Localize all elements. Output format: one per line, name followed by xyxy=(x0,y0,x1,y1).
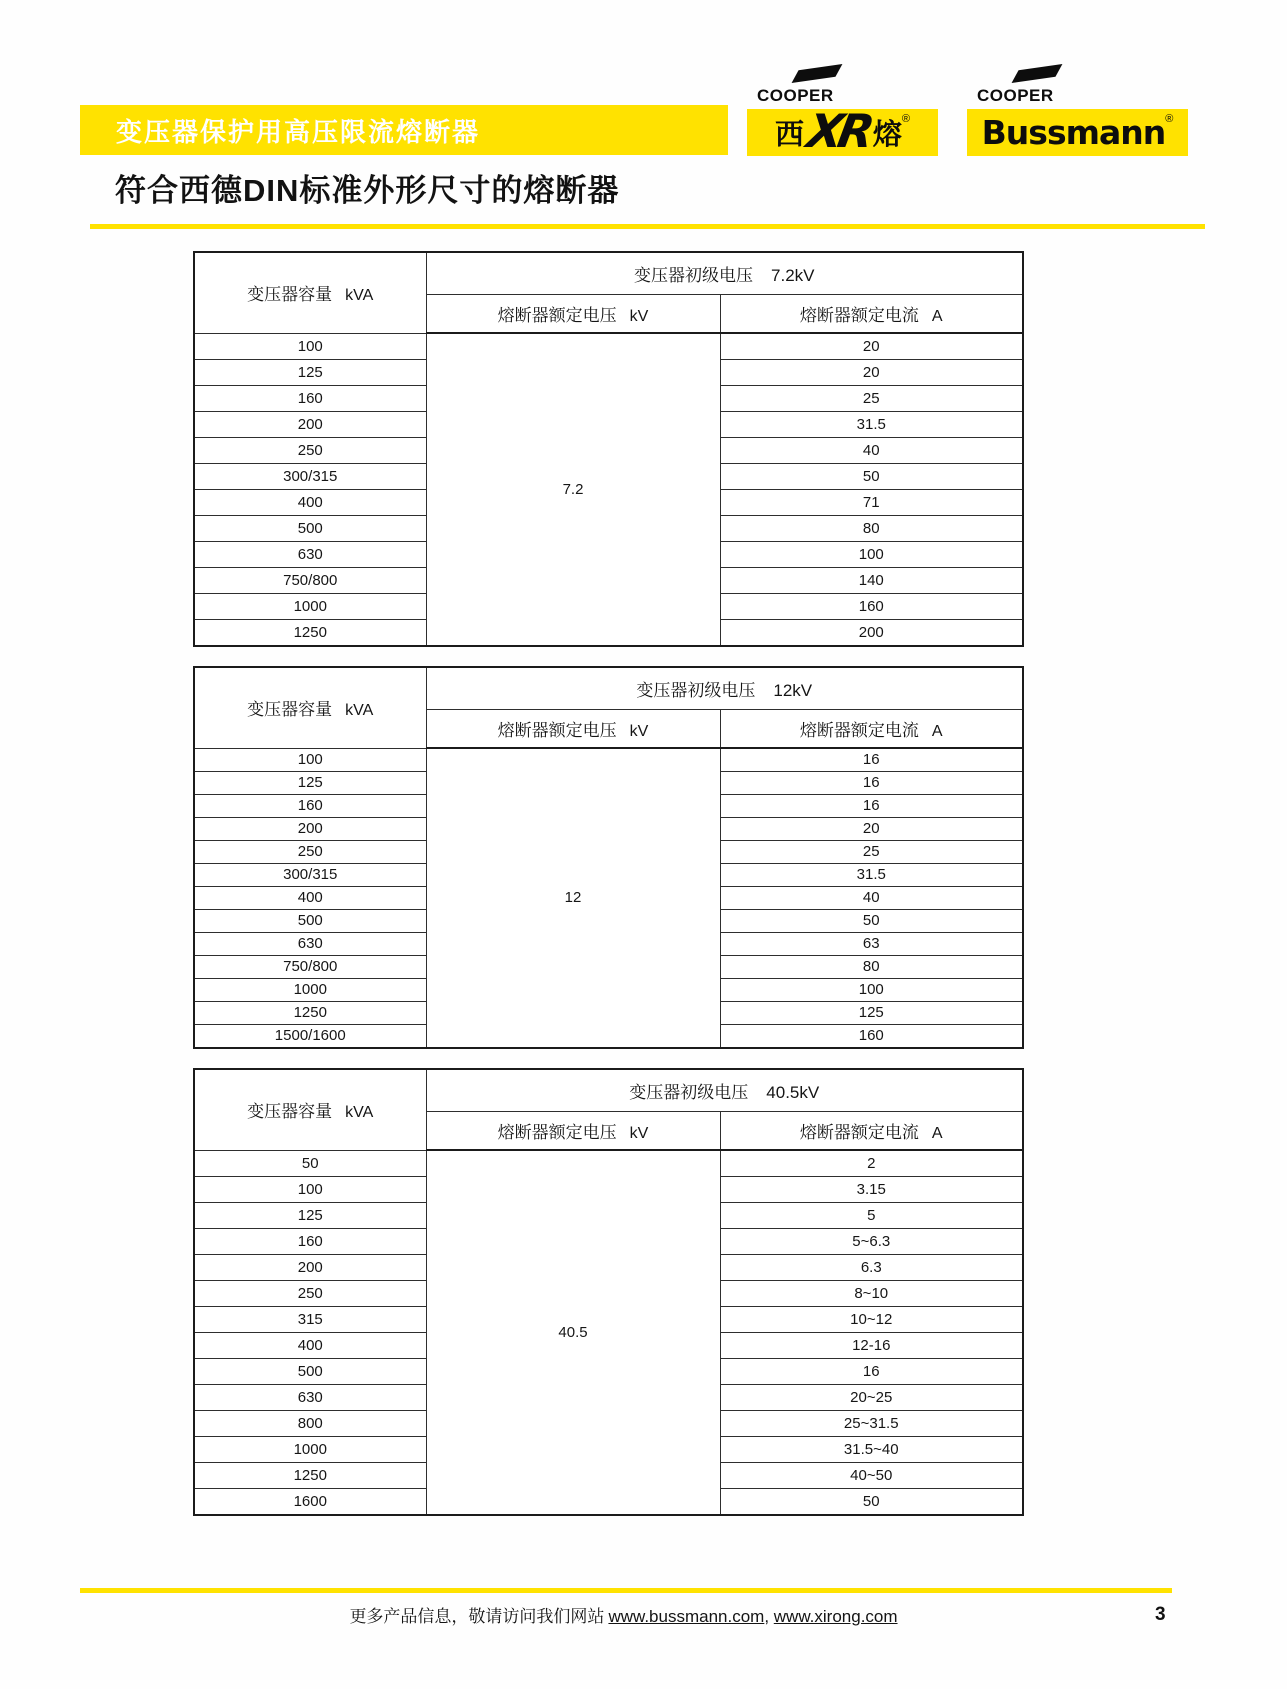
capacity-cell: 160 xyxy=(194,386,426,412)
section-header-bar xyxy=(80,105,728,155)
capacity-cell: 300/315 xyxy=(194,864,426,887)
current-cell: 3.15 xyxy=(720,1177,1023,1203)
current-cell: 40~50 xyxy=(720,1463,1023,1489)
current-cell: 2 xyxy=(720,1150,1023,1177)
current-cell: 100 xyxy=(720,542,1023,568)
capacity-cell: 630 xyxy=(194,542,426,568)
xirong-logo-box xyxy=(747,103,938,158)
current-column-header-cell xyxy=(720,1111,1023,1150)
current-cell: 16 xyxy=(720,772,1023,795)
primary-voltage-header-cell xyxy=(426,667,1023,709)
current-cell: 50 xyxy=(720,910,1023,933)
capacity-cell: 200 xyxy=(194,412,426,438)
current-cell: 20 xyxy=(720,818,1023,841)
section-title: 变压器保护用高压限流熔断器 xyxy=(116,116,481,147)
current-column-unit: A xyxy=(931,307,943,325)
capacity-cell: 1000 xyxy=(194,1437,426,1463)
footer-divider xyxy=(80,1588,1172,1593)
current-cell: 63 xyxy=(720,933,1023,956)
capacity-cell: 100 xyxy=(194,1177,426,1203)
current-cell: 16 xyxy=(720,795,1023,818)
current-cell: 16 xyxy=(720,1359,1023,1385)
capacity-cell: 750/800 xyxy=(194,568,426,594)
capacity-cell: 750/800 xyxy=(194,956,426,979)
xirong-xr-mark: XR xyxy=(803,103,874,158)
capacity-cell: 125 xyxy=(194,772,426,795)
capacity-cell: 500 xyxy=(194,910,426,933)
rated-voltage-cell: 40.5 xyxy=(426,1150,720,1515)
current-cell: 71 xyxy=(720,490,1023,516)
current-cell: 200 xyxy=(720,620,1023,647)
capacity-cell: 160 xyxy=(194,1229,426,1255)
current-column-header-cell xyxy=(720,709,1023,748)
page-title: 符合西德DIN标准外形尺寸的熔断器 xyxy=(115,173,620,208)
current-cell: 10~12 xyxy=(720,1307,1023,1333)
primary-voltage-header-cell xyxy=(426,1069,1023,1111)
current-cell: 5~6.3 xyxy=(720,1229,1023,1255)
capacity-cell: 400 xyxy=(194,1333,426,1359)
capacity-cell: 800 xyxy=(194,1411,426,1437)
current-cell: 25~31.5 xyxy=(720,1411,1023,1437)
capacity-cell: 160 xyxy=(194,795,426,818)
current-cell: 80 xyxy=(720,516,1023,542)
cooper-text: COOPER xyxy=(977,86,1054,105)
current-cell: 25 xyxy=(720,841,1023,864)
capacity-cell: 250 xyxy=(194,438,426,464)
bussmann-logo-box xyxy=(967,109,1188,156)
capacity-cell: 315 xyxy=(194,1307,426,1333)
current-cell: 8~10 xyxy=(720,1281,1023,1307)
voltage-column-unit: kV xyxy=(629,722,649,740)
current-column-label: 熔断器额定电流 xyxy=(799,720,919,741)
current-cell: 100 xyxy=(720,979,1023,1002)
capacity-unit: kVA xyxy=(345,702,374,720)
capacity-cell: 250 xyxy=(194,1281,426,1307)
capacity-header-cell xyxy=(194,1069,426,1150)
footer-text xyxy=(0,1602,1287,1627)
bussmann-link[interactable]: www.bussmann.com xyxy=(608,1607,765,1626)
capacity-cell: 1600 xyxy=(194,1489,426,1516)
primary-voltage-value: 12kV xyxy=(773,680,813,700)
fuse-table-7.2kV xyxy=(193,251,1024,647)
capacity-cell: 250 xyxy=(194,841,426,864)
cooper-flag-icon xyxy=(1012,64,1063,83)
header-row-primary xyxy=(194,1069,1023,1111)
current-cell: 40 xyxy=(720,887,1023,910)
current-cell: 80 xyxy=(720,956,1023,979)
current-column-label: 熔断器额定电流 xyxy=(799,1122,919,1143)
current-cell: 125 xyxy=(720,1002,1023,1025)
capacity-cell: 200 xyxy=(194,1255,426,1281)
table-row xyxy=(194,333,1023,360)
capacity-cell: 400 xyxy=(194,490,426,516)
capacity-cell: 200 xyxy=(194,818,426,841)
current-cell: 6.3 xyxy=(720,1255,1023,1281)
header-row-primary xyxy=(194,252,1023,294)
registered-mark-icon: ® xyxy=(901,113,911,125)
current-cell: 31.5~40 xyxy=(720,1437,1023,1463)
cooper-bussmann-logo xyxy=(967,60,1188,156)
capacity-header-cell xyxy=(194,252,426,333)
capacity-cell: 1250 xyxy=(194,620,426,647)
xirong-char-rong: 熔 xyxy=(872,119,902,151)
current-column-unit: A xyxy=(931,722,943,740)
title-divider xyxy=(90,224,1205,229)
fuse-table-12kV xyxy=(193,666,1024,1049)
header-row-primary xyxy=(194,667,1023,709)
xirong-link[interactable]: www.xirong.com xyxy=(773,1607,898,1626)
cooper-xirong-logo xyxy=(747,60,938,156)
capacity-cell: 100 xyxy=(194,333,426,360)
current-cell: 50 xyxy=(720,464,1023,490)
capacity-cell: 300/315 xyxy=(194,464,426,490)
capacity-cell: 100 xyxy=(194,748,426,772)
capacity-label: 变压器容量 xyxy=(247,700,333,721)
capacity-cell: 630 xyxy=(194,1385,426,1411)
capacity-header-cell xyxy=(194,667,426,748)
current-cell: 12-16 xyxy=(720,1333,1023,1359)
primary-voltage-label: 变压器初级电压 xyxy=(629,1082,749,1103)
page-number: 3 xyxy=(1155,1604,1166,1625)
page-header xyxy=(0,0,1287,157)
capacity-cell: 630 xyxy=(194,933,426,956)
current-column-unit: A xyxy=(931,1124,943,1142)
current-column-label: 熔断器额定电流 xyxy=(799,305,919,326)
current-column-header-cell xyxy=(720,294,1023,333)
capacity-cell: 400 xyxy=(194,887,426,910)
capacity-cell: 500 xyxy=(194,516,426,542)
voltage-column-label: 熔断器额定电压 xyxy=(497,720,617,741)
voltage-column-header-cell xyxy=(426,1111,720,1150)
capacity-label: 变压器容量 xyxy=(247,1102,333,1123)
current-cell: 5 xyxy=(720,1203,1023,1229)
current-cell: 20~25 xyxy=(720,1385,1023,1411)
current-cell: 20 xyxy=(720,360,1023,386)
current-cell: 40 xyxy=(720,438,1023,464)
primary-voltage-label: 变压器初级电压 xyxy=(636,680,756,701)
capacity-label: 变压器容量 xyxy=(247,285,333,306)
primary-voltage-header-cell xyxy=(426,252,1023,294)
current-cell: 160 xyxy=(720,1025,1023,1049)
capacity-cell: 1250 xyxy=(194,1463,426,1489)
primary-voltage-value: 40.5kV xyxy=(766,1082,820,1102)
fuse-table-40.5kV xyxy=(193,1068,1024,1516)
capacity-unit: kVA xyxy=(345,1104,374,1122)
current-cell: 25 xyxy=(720,386,1023,412)
capacity-cell: 1000 xyxy=(194,979,426,1002)
bussmann-text: Bussmann xyxy=(981,113,1166,152)
footer-separator: , xyxy=(764,1607,774,1626)
current-cell: 31.5 xyxy=(720,864,1023,887)
cooper-wordmark xyxy=(747,60,938,109)
capacity-cell: 125 xyxy=(194,360,426,386)
current-cell: 31.5 xyxy=(720,412,1023,438)
xirong-char-xi: 西 xyxy=(774,119,804,151)
voltage-column-label: 熔断器额定电压 xyxy=(497,305,617,326)
rated-voltage-cell: 7.2 xyxy=(426,333,720,646)
cooper-wordmark xyxy=(967,60,1188,109)
capacity-cell: 1250 xyxy=(194,1002,426,1025)
voltage-column-label: 熔断器额定电压 xyxy=(497,1122,617,1143)
cooper-flag-icon xyxy=(792,64,843,83)
cooper-text: COOPER xyxy=(757,86,834,105)
primary-voltage-value: 7.2kV xyxy=(771,265,815,285)
tables-region xyxy=(193,251,1022,1516)
voltage-column-header-cell xyxy=(426,294,720,333)
table-row xyxy=(194,748,1023,772)
capacity-cell: 50 xyxy=(194,1150,426,1177)
capacity-cell: 1500/1600 xyxy=(194,1025,426,1049)
current-cell: 50 xyxy=(720,1489,1023,1516)
current-cell: 160 xyxy=(720,594,1023,620)
current-cell: 140 xyxy=(720,568,1023,594)
primary-voltage-label: 变压器初级电压 xyxy=(634,265,754,286)
current-cell: 20 xyxy=(720,333,1023,360)
table-row xyxy=(194,1150,1023,1177)
voltage-column-unit: kV xyxy=(629,307,649,325)
rated-voltage-cell: 12 xyxy=(426,748,720,1048)
capacity-unit: kVA xyxy=(345,287,374,305)
capacity-cell: 1000 xyxy=(194,594,426,620)
voltage-column-unit: kV xyxy=(629,1124,649,1142)
capacity-cell: 125 xyxy=(194,1203,426,1229)
footer-note: 更多产品信息，敬请访问我们网站 xyxy=(349,1607,605,1627)
registered-mark-icon: ® xyxy=(1165,113,1174,125)
capacity-cell: 500 xyxy=(194,1359,426,1385)
voltage-column-header-cell xyxy=(426,709,720,748)
current-cell: 16 xyxy=(720,748,1023,772)
